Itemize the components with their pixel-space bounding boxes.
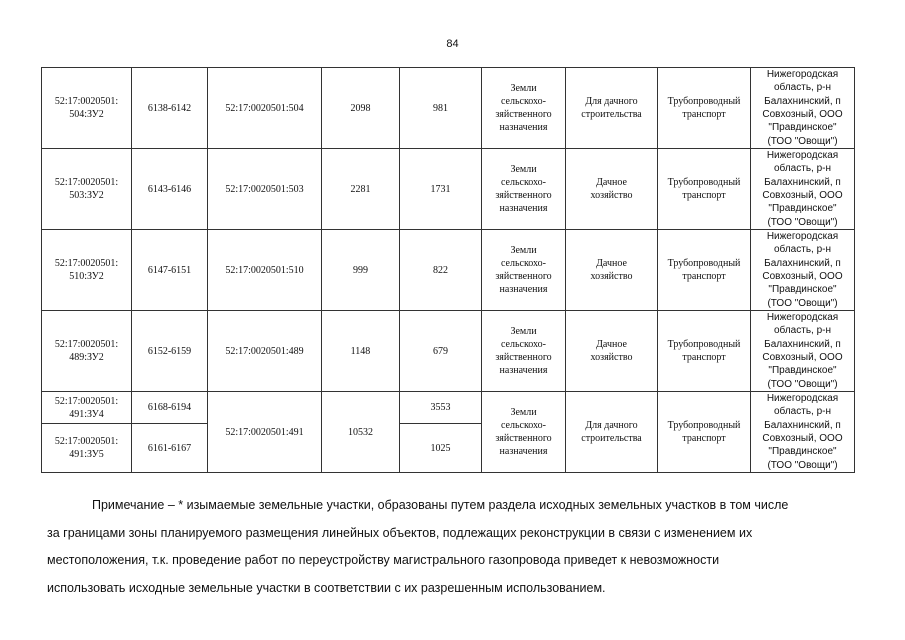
points-cell: 6138-6142: [132, 68, 208, 149]
address-cell: Нижегородская область, р-н Балахнинский, п Совхозный, ООО "Правдинское" (ТОО "Овощи"): [751, 68, 855, 149]
category-cell: Земли сельскохо- зяйственного назначения: [482, 392, 566, 473]
page-number: 84: [446, 38, 459, 50]
source-plot-id-cell: 52:17:0020501:489: [208, 311, 322, 392]
points-cell: 6152-6159: [132, 311, 208, 392]
category-cell: Земли сельскохо- зяйственного назначения: [482, 149, 566, 230]
source-plot-id-cell: 52:17:0020501:491: [208, 392, 322, 473]
new-plot-id-cell: 52:17:0020501: 503:ЗУ2: [42, 149, 132, 230]
table-row: [42, 392, 855, 424]
total-area-cell: 999: [322, 230, 400, 311]
new-plot-id-cell: 52:17:0020501: 491:ЗУ4: [42, 392, 132, 424]
source-plot-id-cell: 52:17:0020501:503: [208, 149, 322, 230]
address-cell: Нижегородская область, р-н Балахнинский, п Совхозный, ООО "Правдинское" (ТОО "Овощи"): [751, 392, 855, 473]
table-row: [42, 149, 855, 230]
purpose-cell: Трубопроводный транспорт: [658, 68, 751, 149]
table-row: [42, 230, 855, 311]
new-plot-id-cell: 52:17:0020501: 491:ЗУ5: [42, 424, 132, 473]
new-plot-id-cell: 52:17:0020501: 504:ЗУ2: [42, 68, 132, 149]
note-line: использовать исходные земельные участки в соответствии с их разрешенным использованием.: [47, 580, 606, 595]
permitted-use-cell: Дачное хозяйство: [566, 149, 658, 230]
purpose-cell: Трубопроводный транспорт: [658, 392, 751, 473]
part-area-cell: 3553: [400, 392, 482, 424]
note-line: Примечание – * изымаемые земельные участки, образованы путем раздела исходных земельных участков в том числе: [92, 498, 789, 512]
note-line: местоположения, т.к. проведение работ по переустройству магистрального газопровода приведет к невозможности: [47, 553, 720, 567]
total-area-cell: 2098: [322, 68, 400, 149]
part-area-cell: 981: [400, 68, 482, 149]
points-cell: 6168-6194: [132, 392, 208, 424]
points-cell: 6147-6151: [132, 230, 208, 311]
total-area-cell: 1148: [322, 311, 400, 392]
category-cell: Земли сельскохо- зяйственного назначения: [482, 311, 566, 392]
table-row: [42, 311, 855, 392]
table-row: [42, 68, 855, 149]
address-cell: Нижегородская область, р-н Балахнинский, п Совхозный, ООО "Правдинское" (ТОО "Овощи"): [751, 149, 855, 230]
total-area-cell: 10532: [322, 392, 400, 473]
category-cell: Земли сельскохо- зяйственного назначения: [482, 230, 566, 311]
new-plot-id-cell: 52:17:0020501: 489:ЗУ2: [42, 311, 132, 392]
land-plots-table: [41, 67, 855, 473]
address-cell: Нижегородская область, р-н Балахнинский, п Совхозный, ООО "Правдинское" (ТОО "Овощи"): [751, 230, 855, 311]
new-plot-id-cell: 52:17:0020501: 510:ЗУ2: [42, 230, 132, 311]
source-plot-id-cell: 52:17:0020501:510: [208, 230, 322, 311]
category-cell: Земли сельскохо- зяйственного назначения: [482, 68, 566, 149]
address-cell: Нижегородская область, р-н Балахнинский, п Совхозный, ООО "Правдинское" (ТОО "Овощи"): [751, 311, 855, 392]
total-area-cell: 2281: [322, 149, 400, 230]
part-area-cell: 1731: [400, 149, 482, 230]
points-cell: 6143-6146: [132, 149, 208, 230]
points-cell: 6161-6167: [132, 424, 208, 473]
part-area-cell: 1025: [400, 424, 482, 473]
permitted-use-cell: Дачное хозяйство: [566, 311, 658, 392]
note-line: за границами зоны планируемого размещения линейных объектов, подлежащих реконструкции в связи с изменением их: [47, 525, 753, 540]
part-area-cell: 822: [400, 230, 482, 311]
permitted-use-cell: Для дачного строительства: [566, 392, 658, 473]
permitted-use-cell: Для дачного строительства: [566, 68, 658, 149]
part-area-cell: 679: [400, 311, 482, 392]
purpose-cell: Трубопроводный транспорт: [658, 230, 751, 311]
purpose-cell: Трубопроводный транспорт: [658, 311, 751, 392]
permitted-use-cell: Дачное хозяйство: [566, 230, 658, 311]
purpose-cell: Трубопроводный транспорт: [658, 149, 751, 230]
source-plot-id-cell: 52:17:0020501:504: [208, 68, 322, 149]
table-note: [47, 492, 868, 602]
